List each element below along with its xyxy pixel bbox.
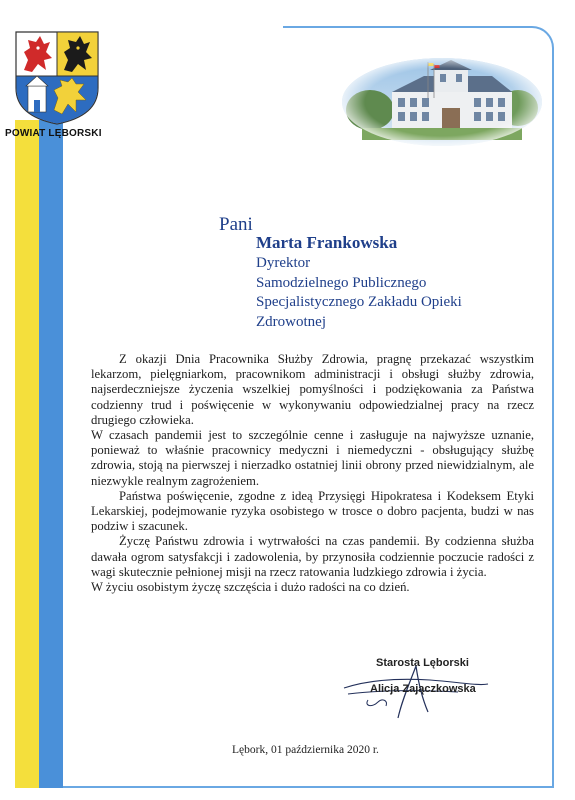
- hospital-building-photo: [342, 58, 542, 146]
- addressee-name: Marta Frankowska: [256, 233, 398, 252]
- signatory-name: Alicja Zajączkowska: [370, 683, 476, 695]
- body-paragraph: W czasach pandemii jest to szczególnie cenne i zasługuje na najwyższe uznanie, ponieważ to właśnie pracownicy medyczni i niemedyczni - obsługujący służbę zdrowia, stoją na pierwszej i nierzadko ostatniej linii obrony przed niewidzialnym, ale niezwykle realnym zagrożeniem.: [91, 428, 534, 488]
- addressee-block: [256, 232, 546, 332]
- addressee-title-line: Samodzielnego Publicznego: [256, 274, 427, 291]
- coat-of-arms-icon: [14, 30, 100, 126]
- body-paragraph: Państwa poświęcenie, zgodne z ideą Przysięgi Hipokratesa i Kodeksem Etyki Lekarskiej, podejmowanie ryzyka osobistego w trosce o dobro pacjenta, budzi w nas podziw i szacunek.: [91, 488, 534, 534]
- signatory-title: Starosta Lęborski: [376, 657, 469, 669]
- body-paragraph: Z okazji Dnia Pracownika Służby Zdrowia, pragnę przekazać wszystkim lekarzom, pielęgniarkom, pracownikom administracji i obsługi służby zdrowia, najserdeczniejsze życzenia wszelkiej pomyślności i podziękowania za Państwa codzienny trud i poświęcenie w wykonywaniu odpowiedzialnej pracy na rzecz drugiego człowieka.: [91, 352, 534, 427]
- addressee-title-line: Zdrowotnej: [256, 313, 326, 330]
- yellow-stripe: [15, 120, 39, 788]
- body-paragraph: W życiu osobistym życzę szczęścia i dużo radości na co dzień.: [91, 580, 410, 595]
- blue-stripe: [39, 120, 63, 788]
- addressee-title-line: Specjalistycznego Zakładu Opieki: [256, 294, 462, 310]
- county-label: POWIAT LĘBORSKI: [5, 128, 102, 139]
- salutation: Pani: [219, 214, 253, 235]
- place-and-date: Lębork, 01 października 2020 r.: [232, 744, 379, 756]
- body-paragraph: Życzę Państwu zdrowia i wytrwałości na czas pandemii. By codzienna służba dawała ogrom satysfakcji i zadowolenia, by przynosiła codziennie poczucie radości z wagi skutecznie pełnionej misji na rzecz ratowania ludzkiego zdrowia i życia.: [91, 534, 534, 579]
- addressee-title-line: Dyrektor: [256, 255, 311, 271]
- letter-body: [91, 352, 534, 595]
